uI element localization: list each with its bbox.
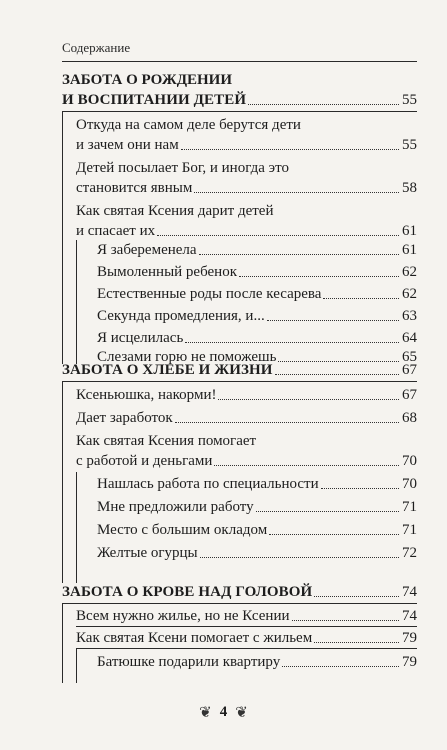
bracket-line <box>76 472 77 583</box>
toc-subentry <box>97 520 417 540</box>
entry-rule <box>76 648 417 649</box>
toc-entry <box>76 178 417 198</box>
leader-dots <box>323 297 399 299</box>
toc-entry-label: с работой и деньгами <box>76 453 213 469</box>
toc-subentry-label: Я исцелилась <box>97 330 184 346</box>
running-head: Содержание <box>62 40 131 55</box>
toc-subentry <box>97 474 417 494</box>
page-number: 72 <box>402 545 417 561</box>
toc-entry-line: Как святая Ксения дарит детей <box>76 203 274 219</box>
section-entry <box>62 582 417 602</box>
bracket-line <box>76 648 77 683</box>
toc-entry <box>76 385 417 405</box>
section-rule <box>62 111 417 112</box>
bracket-line <box>62 603 63 683</box>
page-number: 74 <box>402 584 417 600</box>
page-number: 67 <box>402 387 417 403</box>
toc-entry-line: Как святая Ксения помогает <box>76 433 257 449</box>
leader-dots <box>248 103 399 105</box>
page-number: 79 <box>402 630 417 646</box>
toc-entry-label: Ксеньюшка, накорми! <box>76 387 217 403</box>
leader-dots <box>256 510 399 512</box>
leader-dots <box>292 619 399 621</box>
leader-dots <box>185 341 399 343</box>
toc-subentry-label: Слезами горю не поможешь <box>97 349 277 365</box>
page-number: 67 <box>402 362 417 378</box>
bracket-line <box>76 240 77 364</box>
leader-dots <box>181 148 399 150</box>
page-number: 68 <box>402 410 417 426</box>
header-rule <box>62 61 417 62</box>
page-number: 79 <box>402 654 417 670</box>
leader-dots <box>239 275 399 277</box>
toc-subentry-label: Место с большим окладом <box>97 522 268 538</box>
toc-subentry <box>97 240 417 260</box>
toc-subentry-label: Вымоленный ребенок <box>97 264 237 280</box>
section-title: ЗАБОТА О ХЛЕБЕ И ЖИЗНИ <box>62 362 273 378</box>
leader-dots <box>282 665 399 667</box>
section-entry <box>62 90 417 110</box>
page-number: 62 <box>402 264 417 280</box>
page-number: 70 <box>402 476 417 492</box>
ornament-right-icon: ❦ <box>235 704 248 721</box>
page-number: 55 <box>402 137 417 153</box>
page-number: 61 <box>402 223 417 239</box>
toc-subentry <box>97 497 417 517</box>
section-rule <box>62 603 417 604</box>
leader-dots <box>218 398 399 400</box>
toc-entry <box>76 628 417 648</box>
toc-subentry <box>97 328 417 348</box>
toc-subentry <box>97 284 417 304</box>
toc-subentry-label: Естественные роды после кесарева <box>97 286 322 302</box>
page-number: 71 <box>402 499 417 515</box>
toc-entry-label: становится явным <box>76 180 193 196</box>
page-number: 70 <box>402 453 417 469</box>
leader-dots <box>314 641 399 643</box>
page-number: 62 <box>402 286 417 302</box>
leader-dots <box>214 464 399 466</box>
leader-dots <box>194 191 399 193</box>
toc-subentry-label: Батюшке подарили квартиру <box>97 654 281 670</box>
folio-page-number: 4 <box>219 703 228 720</box>
leader-dots <box>157 234 399 236</box>
toc-entry <box>76 135 417 155</box>
toc-subentry-label: Нашлась работа по специальности <box>97 476 319 492</box>
page-number: 55 <box>402 92 417 108</box>
leader-dots <box>267 319 399 321</box>
page-footer <box>0 700 447 724</box>
page-number: 71 <box>402 522 417 538</box>
leader-dots <box>269 533 399 535</box>
section-title-line: ЗАБОТА О РОЖДЕНИИ <box>62 72 233 88</box>
toc-entry-label: Всем нужно жилье, но не Ксении <box>76 608 290 624</box>
toc-entry-line: Откуда на самом деле берутся дети <box>76 117 301 133</box>
entry-rule <box>76 626 417 627</box>
page-number: 61 <box>402 242 417 258</box>
bracket-line <box>62 381 63 583</box>
toc-entry-label: и зачем они нам <box>76 137 179 153</box>
toc-entry-label: Как святая Ксени помогает с жильем <box>76 630 313 646</box>
leader-dots <box>200 556 399 558</box>
toc-subentry <box>97 306 417 326</box>
toc-subentry <box>97 543 417 563</box>
page-number: 65 <box>402 349 417 365</box>
toc-entry <box>76 606 417 626</box>
page-number: 58 <box>402 180 417 196</box>
toc-subentry <box>97 262 417 282</box>
toc-entry <box>76 221 417 241</box>
section-title: ЗАБОТА О КРОВЕ НАД ГОЛОВОЙ <box>62 584 313 600</box>
leader-dots <box>275 373 399 375</box>
section-entry <box>62 360 417 380</box>
page-number: 63 <box>402 308 417 324</box>
page-number: 74 <box>402 608 417 624</box>
toc-subentry-label: Желтые огурцы <box>97 545 198 561</box>
toc-entry <box>76 451 417 471</box>
leader-dots <box>314 595 399 597</box>
toc-entry-label: и спасает их <box>76 223 156 239</box>
leader-dots <box>321 487 399 489</box>
section-title: И ВОСПИТАНИИ ДЕТЕЙ <box>62 92 247 108</box>
toc-subentry <box>97 652 417 672</box>
page-number: 64 <box>402 330 417 346</box>
leader-dots <box>175 421 399 423</box>
toc-entry <box>76 408 417 428</box>
ornament-left-icon: ❦ <box>199 704 212 721</box>
section-rule <box>62 381 417 382</box>
toc-entry-label: Дает заработок <box>76 410 173 426</box>
bracket-line <box>62 111 63 364</box>
leader-dots <box>199 253 399 255</box>
toc-entry-line: Детей посылает Бог, и иногда это <box>76 160 289 176</box>
toc-subentry-label: Секунда промедления, и... <box>97 308 265 324</box>
toc-subentry-label: Я забеременела <box>97 242 197 258</box>
toc-subentry-label: Мне предложили работу <box>97 499 254 515</box>
